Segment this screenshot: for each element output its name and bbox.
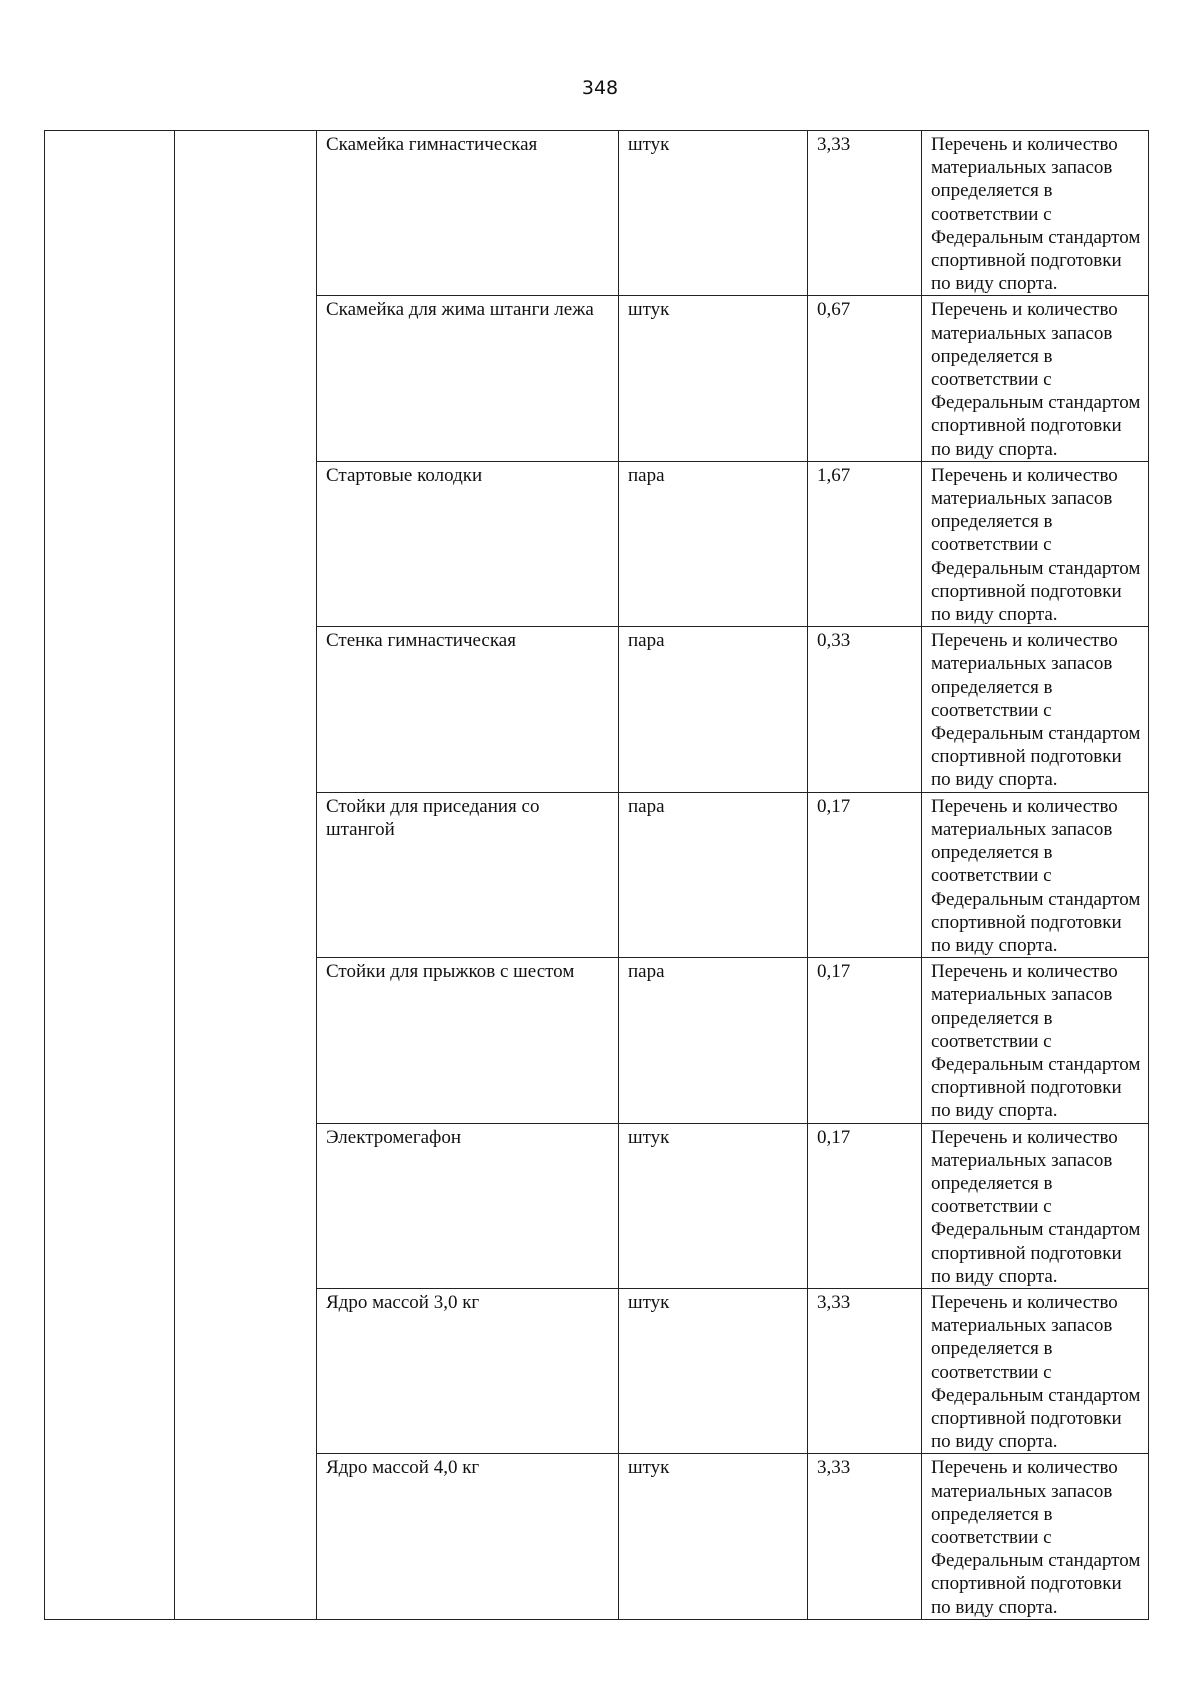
note-cell: Перечень и количество материальных запасов определяется в соответствии с Федеральным стандартом спортивной подготовки по виду спорта. [922,461,1149,626]
item-name-cell: Электромегафон [317,1123,619,1288]
quantity-cell: 3,33 [808,1454,922,1619]
unit-cell: пара [619,792,808,957]
note-cell: Перечень и количество материальных запасов определяется в соответствии с Федеральным стандартом спортивной подготовки по виду спорта. [922,627,1149,792]
note-cell: Перечень и количество материальных запасов определяется в соответствии с Федеральным стандартом спортивной подготовки по виду спорта. [922,131,1149,296]
unit-cell: штук [619,131,808,296]
table-cell-empty [175,131,317,1620]
quantity-cell: 0,33 [808,627,922,792]
item-name-cell: Ядро массой 3,0 кг [317,1288,619,1453]
note-cell: Перечень и количество материальных запасов определяется в соответствии с Федеральным стандартом спортивной подготовки по виду спорта. [922,296,1149,461]
table-cell-empty [45,131,175,1620]
item-name-cell: Стойки для приседания со штангой [317,792,619,957]
note-cell: Перечень и количество материальных запасов определяется в соответствии с Федеральным стандартом спортивной подготовки по виду спорта. [922,958,1149,1123]
unit-cell: штук [619,1123,808,1288]
note-cell: Перечень и количество материальных запасов определяется в соответствии с Федеральным стандартом спортивной подготовки по виду спорта. [922,1123,1149,1288]
quantity-cell: 3,33 [808,1288,922,1453]
page-number: 348 [581,77,619,99]
unit-cell: штук [619,296,808,461]
item-name-cell: Стенка гимнастическая [317,627,619,792]
item-name-cell: Скамейка для жима штанги лежа [317,296,619,461]
item-name-cell: Стартовые колодки [317,461,619,626]
quantity-cell: 0,67 [808,296,922,461]
item-name-cell: Скамейка гимнастическая [317,131,619,296]
quantity-cell: 0,17 [808,958,922,1123]
unit-cell: штук [619,1454,808,1619]
item-name-cell: Ядро массой 4,0 кг [317,1454,619,1619]
unit-cell: пара [619,958,808,1123]
inventory-table [44,130,1149,1620]
quantity-cell: 1,67 [808,461,922,626]
unit-cell: пара [619,627,808,792]
quantity-cell: 0,17 [808,792,922,957]
note-cell: Перечень и количество материальных запасов определяется в соответствии с Федеральным стандартом спортивной подготовки по виду спорта. [922,1288,1149,1453]
note-cell: Перечень и количество материальных запасов определяется в соответствии с Федеральным стандартом спортивной подготовки по виду спорта. [922,1454,1149,1619]
table-row [45,131,1149,296]
unit-cell: штук [619,1288,808,1453]
quantity-cell: 3,33 [808,131,922,296]
item-name-cell: Стойки для прыжков с шестом [317,958,619,1123]
note-cell: Перечень и количество материальных запасов определяется в соответствии с Федеральным стандартом спортивной подготовки по виду спорта. [922,792,1149,957]
unit-cell: пара [619,461,808,626]
quantity-cell: 0,17 [808,1123,922,1288]
